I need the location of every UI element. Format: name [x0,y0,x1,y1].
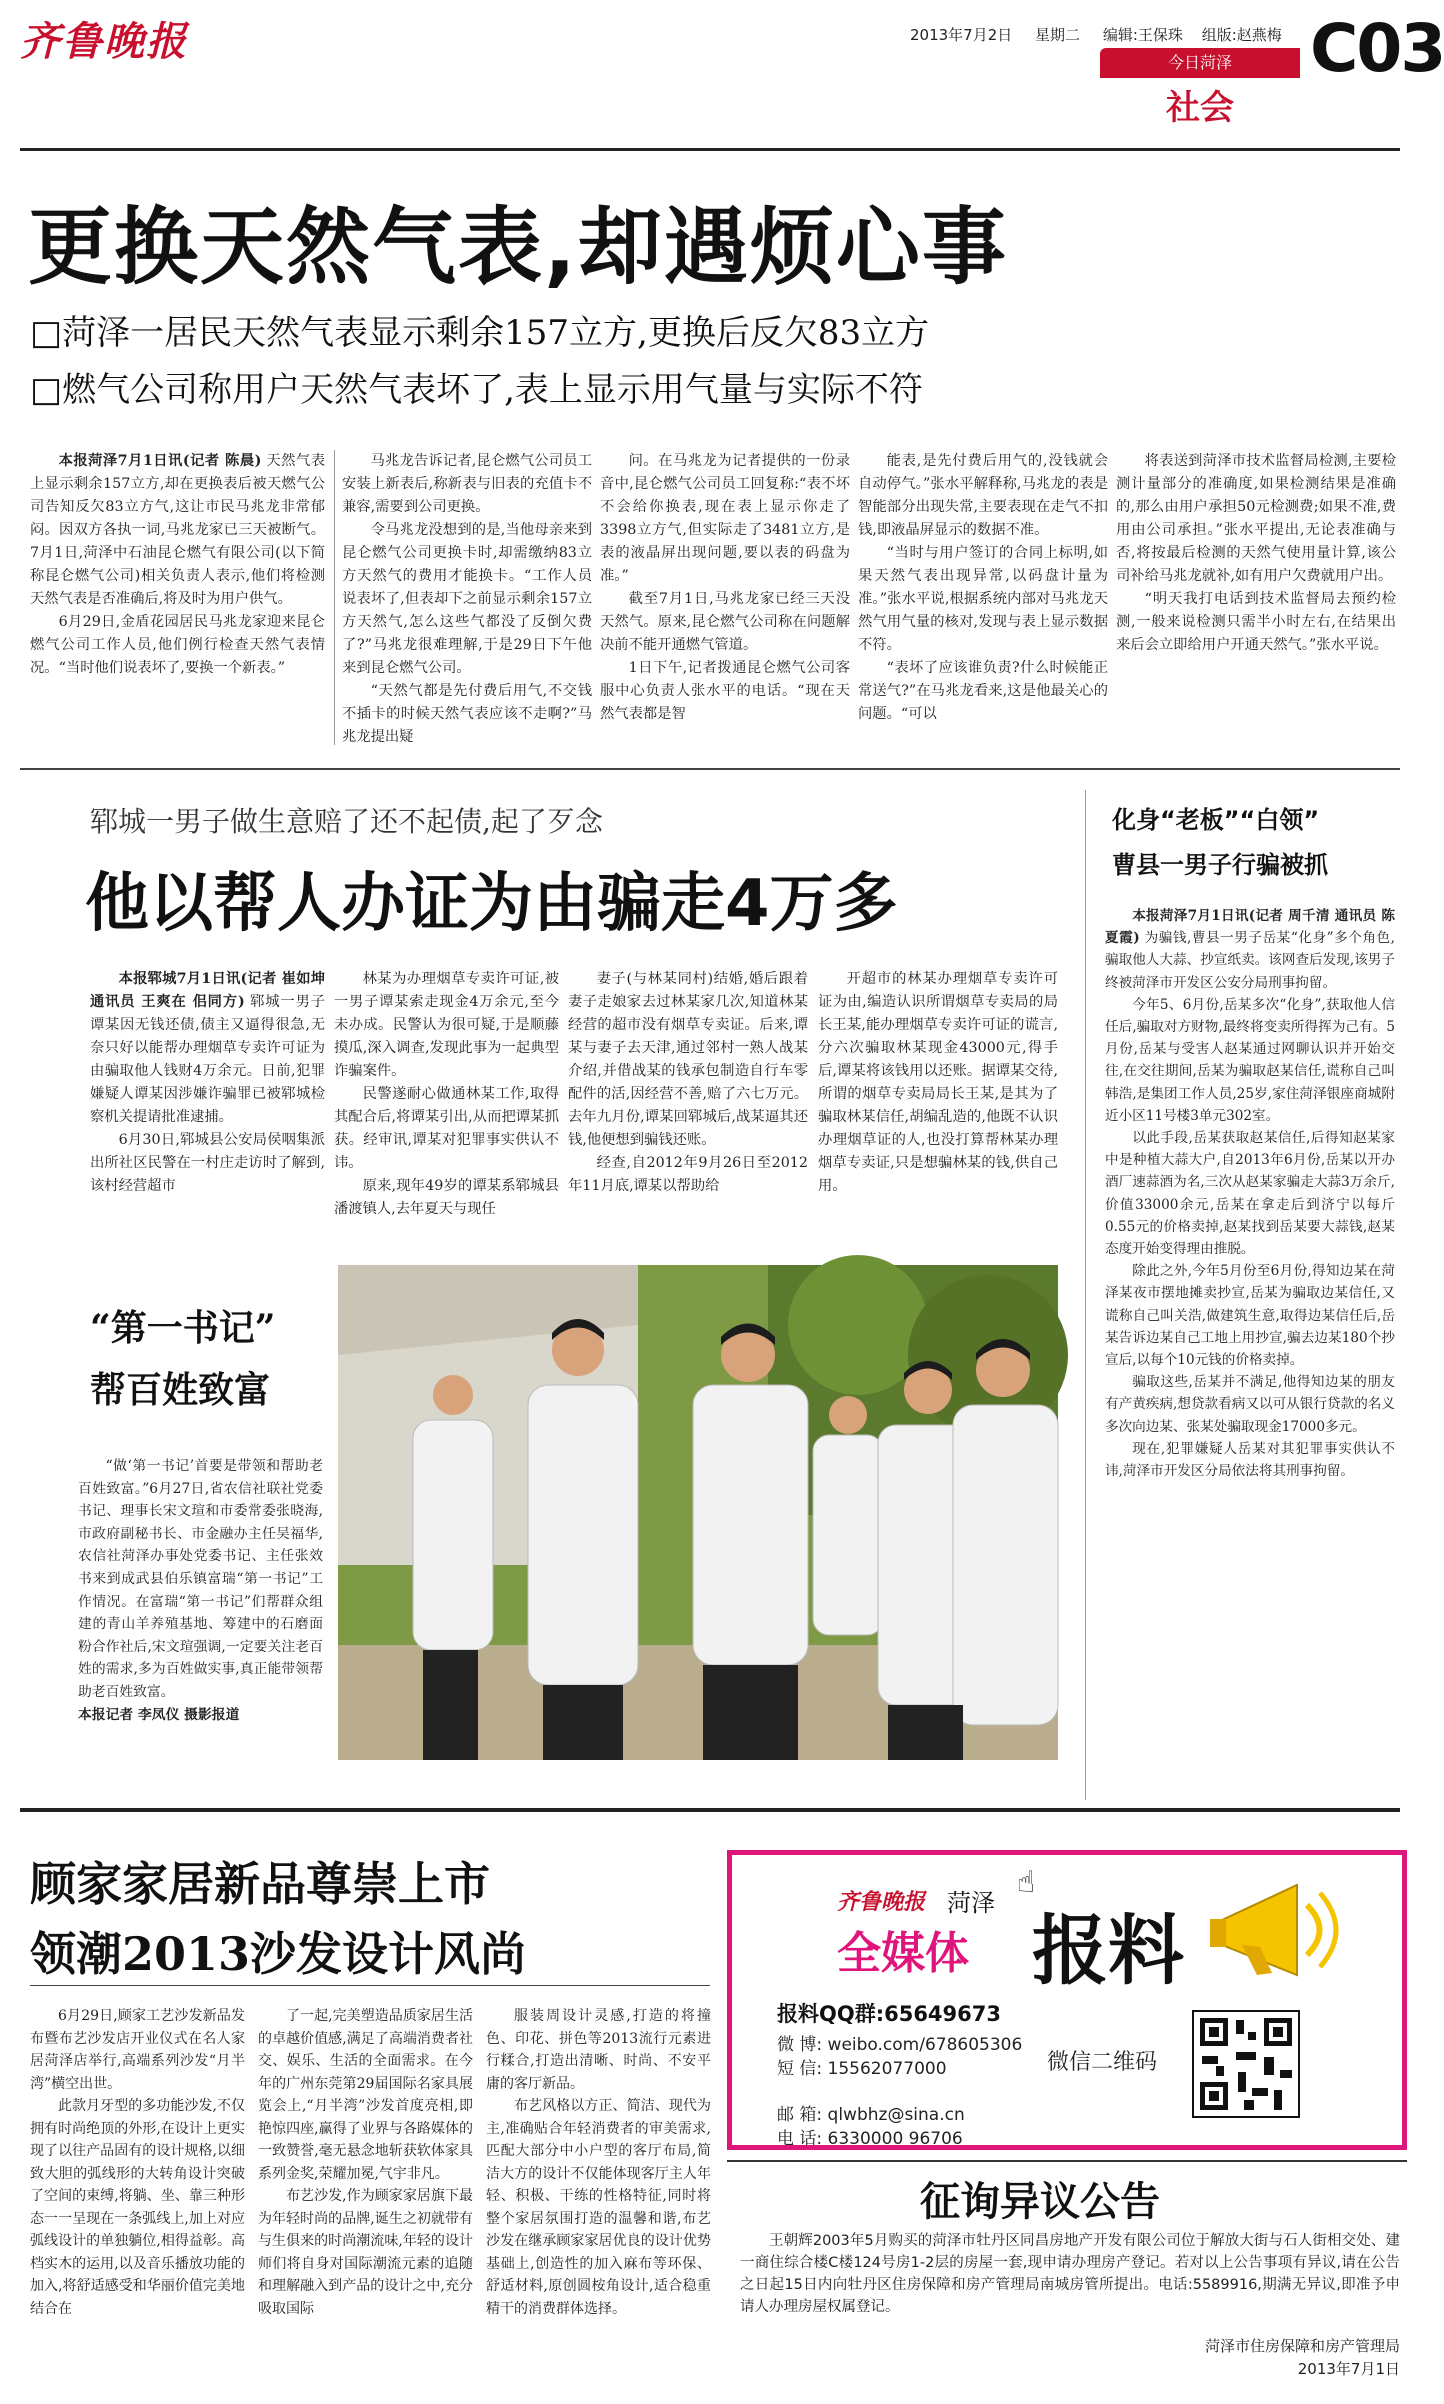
story1-byline: 本报菏泽7月1日讯(记者 陈晨) [58,453,262,469]
photo-story-body: “做‘第一书记’首要是带领和帮助老百姓致富。”6月27日,省农信社联社党委书记、理事长宋文瑄和市委常委张晓海,市政府副秘书长、市金融办主任吴福华,农信社菏泽办事处党委书记、主任张效书来到成武县伯乐镇富瑞“第一书记”工作情况。在富瑞“第一书记”们帮群众组建的青山羊养殖基地、筹建中的石磨面粉合作社后,宋文瑄强调,一定要关注老百姓的需求,多为百姓做实事,真正能带领帮助老百姓致富。 本报记者 李凤仪 摄影报道 [78,1455,323,1775]
issue-date: 2013年7月2日 [910,26,1013,44]
story1-subhead-2: □燃气公司称用户天然气表坏了,表上显示用气量与实际不符 [30,370,923,410]
photo-credit: 本报记者 李凤仪 摄影报道 [78,1706,240,1723]
notice-signature: 菏泽市住房保障和房产管理局 [1204,2337,1400,2355]
notice-body: 王朝辉2003年5月购买的菏泽市牡丹区同昌房地产开发有限公司位于解放大街与石人街相交处、建一商住综合楼C楼124号房1-2层的房屋一套,现申请办理房产登记。若对以上公告事项有异议,请在公告之日起15日内向牡丹区住房保障和房产管理局南城房管所提出。电话:5589916,期满无异议,即准予申请人办理房屋权属登记。 [740,2233,1400,2315]
story1-column-3: 问。在马兆龙为记者提供的一份录音中,昆仑燃气公司员工回复称:“表不坏不会给你换表,现在表上显示你走了3398立方气,但实际走了3481立方,是表的液晶屏出现问题,要以表的码盘为准。” 截至7月1日,马兆龙家已经三天没天然气。原来,昆仑燃气公司称在问题解决前不能开通燃气管道。 1日下午,记者拨通昆仑燃气公司客服中心负责人张水平的电话。“现在天然气表都是智 [600,453,850,722]
sidebar-kicker: 化身“老板”“白领” [1112,806,1320,834]
ad-rule [30,1985,710,1986]
photo-story-title-1: “第一书记” [90,1307,276,1349]
tip-city: 菏泽 [947,1889,995,1917]
issue-weekday: 星期二 [1035,26,1081,44]
tip-email[interactable]: qlwbhz@sina.cn [827,2105,965,2125]
story-rule [20,768,1400,770]
top-rule [20,148,1400,151]
news-photo [338,1265,1058,1760]
sidebar-body: 本报菏泽7月1日讯(记者 周千清 通讯员 陈夏霞) 为骗钱,曹县一男子岳某“化身”多个角色,骗取他人大蒜、抄宣纸卖。该网查后发现,该男子终被菏泽市开发区公安分局刑事拘留。 今年5、6月份,岳某多次“化身”,获取他人信任后,骗取对方财物,最终将变卖所得挥为己有。5月份,岳某与受害人赵某通过网聊认识并开始交往,在交往期间,岳某为骗取赵某信任,谎称自己叫韩浩,是集团工作人员,25岁,家住菏泽银座商城附近小区11号楼3单元302室。 以此手段,岳某获取赵某信任,后得知赵某家中是种植大蒜大户,自2013年6月份,岳某以开办酒厂速蒜酒为名,三次从赵某家骗走大蒜3万余斤,价值33000余元,岳某在拿走后到济宁以每斤0.55元的价格卖掉,赵某找到岳某要大蒜钱,赵某态度开始变得理由推脱。 除此之外,今年5月份至6月份,得知边某在菏泽某夜市摆地摊卖抄宣,岳某为骗取边某信任,又谎称自己叫关浩,做建筑生意,取得边某信任后,岳某告诉边某自己工地上用抄宣,骗去边某180个抄宣后,以每个10元钱的价格卖掉。 骗取这些,岳某并不满足,他得知边某的朋友有产黄疾病,想贷款看病又以可从银行贷款的名义多次向边某、张某处骗取现金17000多元。 现在,犯罪嫌疑人岳某对其犯罪事实供认不讳,菏泽市开发区分局依法将其刑事拘留。 [1105,908,1395,1480]
story1-column-5: 将表送到菏泽市技术监督局检测,主要检测计量部分的准确度,如果检测结果是准确的,那么由用户承担50元检测费;如果不准,费用由公司承担。”张水平提出,无论表准确与否,将按最后检测的天然气使用量计算,该公司补给马兆龙就补,如有用户欠费就用户出。 “明天我打电话到技术监督局去预约检测,一般来说检测只需半小时左右,在结果出来后会立即给用户开通天然气。”张水平说。 [1116,453,1396,653]
layout-credit: 组版:赵燕梅 [1201,26,1282,44]
wechat-qr-label: 微信二维码 [1047,2050,1158,2075]
ad-column-2: 了一起,完美塑造品质家居生活的卓越价值感,满足了高端消费者社交、娱乐、生活的全面需求。在今年的广州东莞第29届国际名家具展览会上,“月半湾”沙发首度亮相,即艳惊四座,赢得了业界与各路媒体的一致赞誉,毫无悬念地斩获软体家具系列金奖,荣耀加冕,气宇非凡。 布艺沙发,作为顾家家居旗下最为年轻时尚的品牌,诞生之初就带有与生俱来的时尚潮流味,年轻的设计师们将自身对国际潮流元素的追随和理解融入到产品的设计之中,充分吸取国际 [258,2008,473,2317]
photo-story-title-2: 帮百姓致富 [90,1369,271,1411]
wechat-qr-code-icon [1192,2010,1300,2118]
notice-rule [727,2160,1407,2162]
sidebar-byline: 本报菏泽7月1日讯(记者 周千清 通讯员 陈夏霞) [1105,908,1395,947]
megaphone-icon [1202,1875,1352,1985]
newspaper-logo: 齐鲁晚报 [20,18,188,65]
sidebar-divider [1085,790,1086,1800]
ad-headline-1: 顾家家居新品尊崇上市 [30,1857,490,1911]
section-name: 社会 [1166,88,1234,128]
tip-brand: 全媒体 [837,1928,969,1979]
story2-column-3: 妻子(与林某同村)结婚,婚后跟着妻子走娘家去过林某家几次,知道林某经营的超市没有烟草专卖证。后来,谭某与妻子去天津,通过邻村一熟人战某介绍,并借战某的钱承包制造自行车零配件的活,因经营不善,赔了六七万元。去年九月份,谭某回郓城后,战某逼其还钱,他便想到骗钱还账。 经查,自2012年9月26日至2012年11月底,谭某以帮助给 [568,971,808,1194]
sidebar-headline: 曹县一男子行骗被抓 [1112,851,1328,879]
divider [334,450,335,745]
tip-qq: 报料QQ群:65649673 [777,2002,1001,2026]
tip-big-label: 报料 [1032,1906,1184,1995]
story1-column-1: 本报菏泽7月1日讯(记者 陈晨) 天然气表上显示剩余157立方,却在更换表后被天燃气公司告知反欠83立方气,这让市民马兆龙非常郁闷。因双方各执一词,马兆龙家已三天被断气。7月1日,菏泽中石油昆仑燃气有限公司(以下简称昆仑燃气公司)相关负责人表示,他们将检测天然气表是否准确后,将及时为用户供气。 6月29日,金盾花园居民马兆龙家迎来昆仑燃气公司工作人员,他们例行检查天然气表情况。“当时他们说表坏了,要换一个新表。” [30,453,326,676]
story2-byline: 本报郓城7月1日讯(记者 崔如坤 通讯员 王爽在 佀同方) [90,971,325,1010]
news-tip-box [727,1850,1407,2150]
editor-credit: 编辑:王保珠 [1102,26,1183,44]
story1-column-2: 马兆龙告诉记者,昆仑燃气公司员工安装上新表后,称新表与旧表的充值卡不兼容,需要到公司更换。 令马兆龙没想到的是,当他母亲来到昆仑燃气公司更换卡时,却需缴纳83立方天然气的费用才能换卡。“工作人员说表坏了,但表却下之前显示剩余157立方天然气,怎么这些气都没了反倒欠费了?”马兆龙很难理解,于是29日下午他来到昆仑燃气公司。 “天然气都是先付费后用气,不交钱不插卡的时候天然气表应该不走啊?”马兆龙提出疑 [342,453,592,745]
story2-column-1: 本报郓城7月1日讯(记者 崔如坤 通讯员 王爽在 佀同方) 郓城一男子谭某因无钱还债,债主又逼得很急,无奈只好以能帮办理烟草专卖许可证为由骗取他人钱财4万余元。日前,犯罪嫌疑人谭某因涉嫌诈骗罪已被郓城检察机关提请批准逮捕。 6月30日,郓城县公安局侯咽集派出所社区民警在一村庄走访时了解到,该村经营超市 [90,971,326,1194]
story1-subhead-1: □菏泽一居民天然气表显示剩余157立方,更换后反欠83立方 [30,313,930,353]
story2-column-2: 林某为办理烟草专卖许可证,被一男子谭某索走现金4万余元,至今未办成。民警认为很可疑,于是顺藤摸瓜,深入调查,发现此事为一起典型诈骗案件。 民警遂耐心做通林某工作,取得其配合后,将谭某引出,从而把谭某抓获。经审讯,谭某对犯罪事实供认不讳。 原来,现年49岁的谭某系郓城县潘渡镇人,去年夏天与现任 [334,971,559,1217]
notice-date: 2013年7月1日 [1297,2360,1400,2378]
pointer-hand-icon: ☝ [1017,1865,1036,1900]
ad-headline-2: 领潮2013沙发设计风尚 [30,1927,527,1981]
story2-kicker: 郓城一男子做生意赔了还不起债,起了歹念 [90,805,603,838]
story1-column-4: 能表,是先付费后用气的,没钱就会自动停气。”张水平解释称,马兆龙的表是智能部分出现失常,主要表现在走气不扣钱,即液晶屏显示的数据不准。 “当时与用户签订的合同上标明,如果天然气表出现异常,以码盘计量为准。”张水平说,根据系统内部对马兆龙天然气用气量的核对,发现与表上显示数据不符。 “表坏了应该谁负责?什么时候能正常送气?”在马兆龙看来,这是他最关心的问题。“可以 [858,453,1108,722]
page-number: C03 [1310,10,1444,87]
ad-column-3: 服装周设计灵感,打造的将撞色、印花、拼色等2013流行元素进行糅合,打造出清晰、时尚、不安平庸的客厅新品。 布艺风格以方正、简洁、现代为主,准确贴合年轻消费者的审美需求,匹配大部分中小户型的客厅布局,简洁大方的设计不仅能体现客厅主人年轻、积极、干练的性格特征,同时将整个家居氛围打造的温馨和谐,布艺沙发在继承顾家家居优良的设计优势基础上,创造性的加入麻布等环保、舒适材料,原创圆桉角设计,适合稳重精干的消费群体选择。 [486,2008,711,2317]
tip-contacts: 微 博: weibo.com/678605306 短 信: 15562077000 邮 箱: qlwbhz@sina.cn 电 话: 6330000 96706 [777,2035,1023,2149]
story2-column-4: 开超市的林某办理烟草专卖许可证为由,编造认识所谓烟草专卖局的局长王某,能办理烟草专卖许可证的谎言,分六次骗取林某现金43000元,得手后,谭某将该钱用以还账。据谭某交待,所谓的烟草专卖局局长王某,是其为了骗取林某信任,胡编乱造的,他既不认识办理烟草证的人,也没打算帮林某办理烟草专卖证,只是想骗林某的钱,供自己用。 [818,971,1058,1194]
header-info [910,24,1282,45]
ad-column-1: 6月29日,顾家工艺沙发新品发布暨布艺沙发店开业仪式在名人家居菏泽店举行,高端系列沙发“月半湾”横空出世。 此款月牙型的多功能沙发,不仅拥有时尚绝顶的外形,在设计上更实现了以往产品固有的设计规格,以细致大胆的弧线形的大转角设计突破了空间的束缚,将躺、坐、靠三种形态一一呈现在一条弧线上,加上对应弧线设计的单独躺位,相得益彰。高档实木的运用,以及音乐播放功能的加入,将舒适感受和华丽价值完美地结合在 [30,2008,245,2317]
bottom-rule [20,1808,1400,1812]
notice-title: 征询异议公告 [920,2178,1160,2225]
tip-logo: 齐鲁晚报 [837,1889,926,1915]
tip-sms: 15562077000 [827,2059,947,2079]
masthead [20,10,1444,160]
story1-headline: 更换天然气表,却遇烦心事 [28,198,1008,296]
section-tag: 今日菏泽 [1100,48,1300,78]
tip-phone: 6330000 96706 [827,2129,963,2149]
officials-visit-photo [338,1265,1058,1760]
story2-headline: 他以帮人办证为由骗走4万多 [85,867,898,941]
tip-weibo[interactable]: weibo.com/678605306 [827,2035,1023,2055]
